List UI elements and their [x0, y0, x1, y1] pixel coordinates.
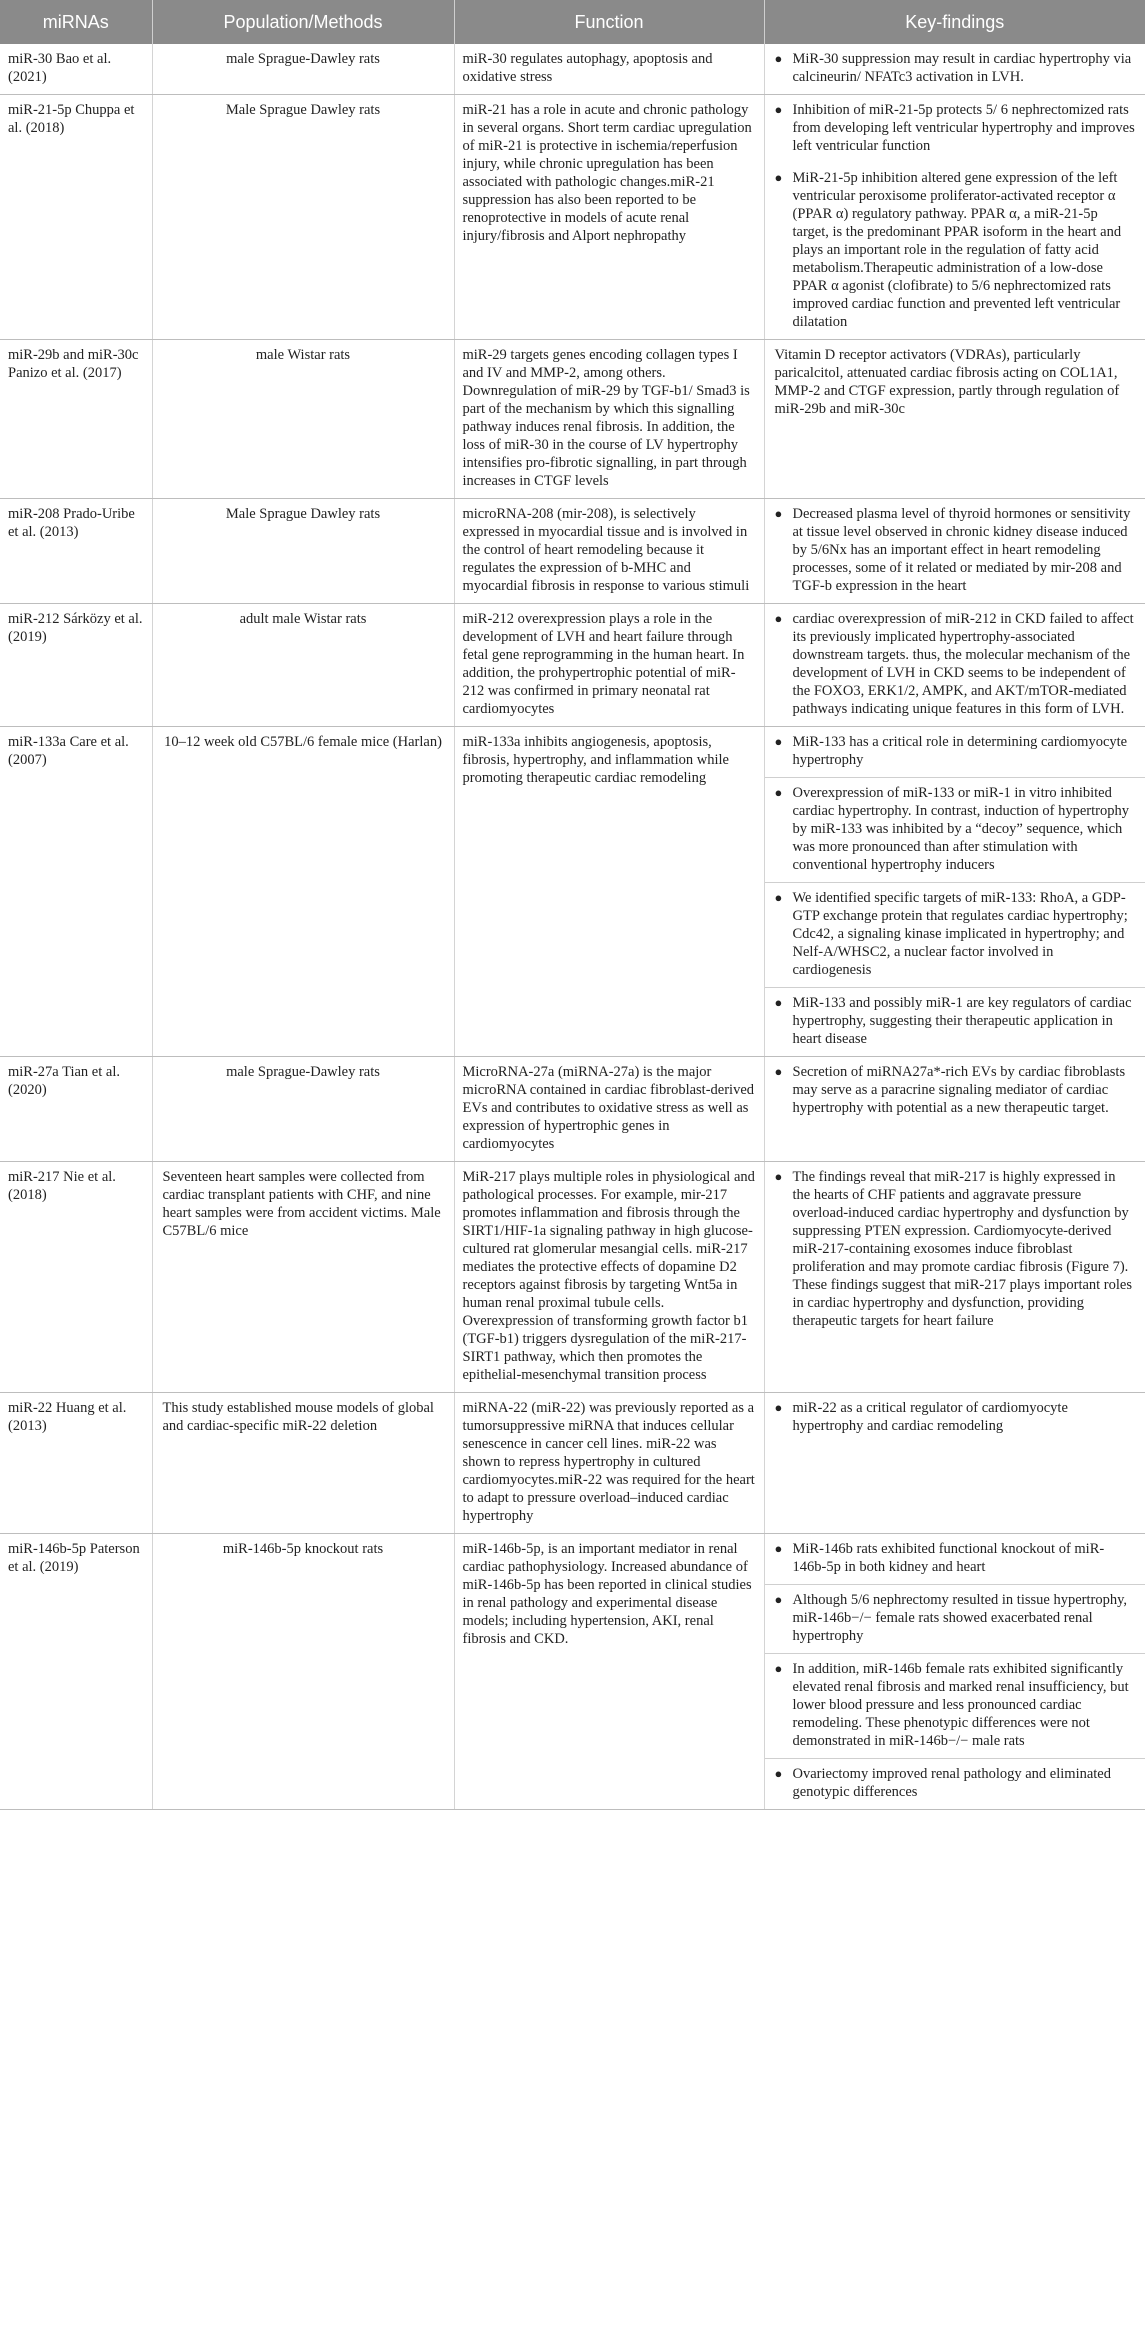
- table-row: [0, 604, 1145, 727]
- finding-item: [765, 1162, 1145, 1338]
- table-row: [0, 1393, 1145, 1534]
- table-row: [0, 499, 1145, 604]
- finding-text: Vitamin D receptor activators (VDRAs), particularly paricalcitol, attenuated cardiac fibrosis acting on COL1A1, MMP-2 and CTGF expression, partly through regulation of miR-29b and miR-30c: [774, 347, 1120, 417]
- mirna-cell: miR-208 Prado-Uribe et al. (2013): [0, 499, 152, 604]
- finding-text: Overexpression of miR-133 or miR-1 in vitro inhibited cardiac hypertrophy. In contrast, induction of hypertrophy by miR-133 was inhibited by a “decoy” sequence, which was more pronounced than after stimulation with conventional hypertrophy inducers: [792, 785, 1129, 873]
- bullet-icon: ●: [774, 170, 783, 185]
- mirna-cell: miR-217 Nie et al. (2018): [0, 1162, 152, 1393]
- finding-text: MiR-146b rats exhibited functional knockout of miR-146b-5p in both kidney and heart: [792, 1541, 1105, 1575]
- population-cell: male Sprague-Dawley rats: [152, 44, 454, 95]
- finding-item: [765, 1653, 1145, 1758]
- finding-item: [765, 1393, 1145, 1443]
- bullet-icon: ●: [774, 506, 783, 521]
- population-cell: male Sprague-Dawley rats: [152, 1057, 454, 1162]
- finding-text: Ovariectomy improved renal pathology and eliminated genotypic differences: [792, 1766, 1111, 1800]
- finding-item: [765, 1534, 1145, 1584]
- function-cell: miR-212 overexpression plays a role in the development of LVH and heart failure through fetal gene reprogramming in the human heart. In addition, the prohypertrophic potential of miR-212 was confirmed in primary neonatal rat cardiomyocytes: [454, 604, 764, 727]
- finding-item: [765, 340, 1145, 426]
- finding-item: [765, 604, 1145, 726]
- table-row: [0, 340, 1145, 499]
- finding-item: [765, 44, 1145, 94]
- function-cell: miR-133a inhibits angiogenesis, apoptosis, fibrosis, hypertrophy, and inflammation while promoting therapeutic cardiac remodeling: [454, 727, 764, 1057]
- mirna-cell: miR-29b and miR-30c Panizo et al. (2017): [0, 340, 152, 499]
- population-cell: This study established mouse models of global and cardiac-specific miR-22 deletion: [152, 1393, 454, 1534]
- finding-item: [765, 1758, 1145, 1809]
- finding-item: [765, 1584, 1145, 1653]
- key-findings-cell: [764, 1162, 1145, 1393]
- finding-text: Secretion of miRNA27a*-rich EVs by cardiac fibroblasts may serve as a paracrine signaling mediator of cardiac hypertrophy with potential as a new therapeutic target.: [792, 1064, 1126, 1116]
- function-cell: miR-146b-5p, is an important mediator in renal cardiac pathophysiology. Increased abundance of miR-146b-5p has been reported in clinical studies in renal pathology and experimental disease models; including hypertension, AKI, renal fibrosis and CKD.: [454, 1534, 764, 1810]
- function-cell: miR-29 targets genes encoding collagen types I and IV and MMP-2, among others. Downregulation of miR-29 by TGF-b1/ Smad3 is part of the mechanism by which this signalling pathway induces renal fibrosis. In addition, the loss of miR-30 in the course of LV hypertrophy intensifies pro-fibrotic signalling, in part through increases in CTGF levels: [454, 340, 764, 499]
- table-header: [0, 0, 1145, 44]
- key-findings-cell: [764, 1393, 1145, 1534]
- table-row: [0, 727, 1145, 1057]
- mirna-cell: miR-133a Care et al. (2007): [0, 727, 152, 1057]
- table-body: [0, 44, 1145, 1810]
- key-findings-cell: [764, 340, 1145, 499]
- population-cell: miR-146b-5p knockout rats: [152, 1534, 454, 1810]
- bullet-icon: ●: [774, 734, 783, 749]
- function-cell: microRNA-208 (mir-208), is selectively expressed in myocardial tissue and is involved in the control of heart remodeling because it regulates the expression of b-MHC and myocardial fibrosis in response to various stimuli: [454, 499, 764, 604]
- table-row: [0, 1534, 1145, 1810]
- population-cell: 10–12 week old C57BL/6 female mice (Harlan): [152, 727, 454, 1057]
- finding-text: miR-22 as a critical regulator of cardiomyocyte hypertrophy and cardiac remodeling: [792, 1400, 1068, 1434]
- bullet-icon: ●: [774, 1400, 783, 1415]
- population-cell: male Wistar rats: [152, 340, 454, 499]
- header-mirnas: miRNAs: [0, 0, 152, 44]
- population-cell: Seventeen heart samples were collected from cardiac transplant patients with CHF, and nine heart samples were from accident victims. Male C57BL/6 mice: [152, 1162, 454, 1393]
- population-cell: Male Sprague Dawley rats: [152, 95, 454, 340]
- header-population-methods: Population/Methods: [152, 0, 454, 44]
- mirna-cell: miR-22 Huang et al. (2013): [0, 1393, 152, 1534]
- bullet-icon: ●: [774, 51, 783, 66]
- bullet-icon: ●: [774, 785, 783, 800]
- finding-text: We identified specific targets of miR-133: RhoA, a GDP-GTP exchange protein that regulates cardiac hypertrophy; Cdc42, a signaling kinase implicated in hypertrophy; and Nelf-A/WHSC2, a nuclear factor involved in cardiogenesis: [792, 890, 1128, 978]
- population-cell: Male Sprague Dawley rats: [152, 499, 454, 604]
- function-cell: miRNA-22 (miR-22) was previously reported as a tumorsuppressive miRNA that induces cellular senescence in cancer cell lines. miR-22 was shown to repress hypertrophy in cultured cardiomyocytes.miR-22 was required for the heart to adapt to pressure overload–induced cardiac hypertrophy: [454, 1393, 764, 1534]
- finding-item: [765, 987, 1145, 1056]
- table-row: [0, 44, 1145, 95]
- function-cell: MicroRNA-27a (miRNA-27a) is the major microRNA contained in cardiac fibroblast-derived EVs and contributes to oxidative stress as well as expression of hypertrophic genes in cardiomyocytes: [454, 1057, 764, 1162]
- mirna-cell: miR-212 Sárközy et al. (2019): [0, 604, 152, 727]
- table-row: [0, 1057, 1145, 1162]
- bullet-icon: ●: [774, 1064, 783, 1079]
- finding-item: [765, 727, 1145, 777]
- finding-item: [765, 163, 1145, 339]
- bullet-icon: ●: [774, 890, 783, 905]
- key-findings-cell: [764, 499, 1145, 604]
- finding-text: Inhibition of miR-21-5p protects 5/ 6 nephrectomized rats from developing left ventricular hypertrophy and improves left ventricular function: [792, 102, 1135, 154]
- bullet-icon: ●: [774, 1661, 783, 1676]
- header-function: Function: [454, 0, 764, 44]
- bullet-icon: ●: [774, 102, 783, 117]
- finding-text: The findings reveal that miR-217 is highly expressed in the hearts of CHF patients and aggravate pressure overload-induced cardiac hypertrophy and dysfunction by suppressing PTEN expression. Cardiomyocyte-derived miR-217-containing exosomes induce fibroblast proliferation and may promote cardiac fibrosis (Figure 7). These findings suggest that miR-217 plays important roles in cardiac hypertrophy and dysfunction, providing therapeutic targets for heart failure: [792, 1169, 1132, 1329]
- table-row: [0, 1162, 1145, 1393]
- function-cell: MiR-217 plays multiple roles in physiological and pathological processes. For example, mir-217 promotes inflammation and fibrosis through the SIRT1/HIF-1a signaling pathway in high glucose-cultured rat glomerular mesangial cells. miR-217 mediates the protective effects of dopamine D2 receptors against fibrosis by targeting Wnt5a in human renal proximal tubule cells. Overexpression of transforming growth factor b1 (TGF-b1) triggers dysregulation of the miR-217-SIRT1 pathway, which then promotes the epithelial-mesenchymal transition process: [454, 1162, 764, 1393]
- mirna-cell: miR-30 Bao et al. (2021): [0, 44, 152, 95]
- finding-item: [765, 882, 1145, 987]
- finding-item: [765, 95, 1145, 163]
- finding-text: Although 5/6 nephrectomy resulted in tissue hypertrophy, miR-146b−/− female rats showed exacerbated renal hypertrophy: [792, 1592, 1128, 1644]
- bullet-icon: ●: [774, 611, 783, 626]
- key-findings-cell: [764, 95, 1145, 340]
- bullet-icon: ●: [774, 1766, 783, 1781]
- bullet-icon: ●: [774, 1169, 783, 1184]
- table-row: [0, 95, 1145, 340]
- finding-text: MiR-21-5p inhibition altered gene expression of the left ventricular peroxisome proliferator-activated receptor α (PPAR α) regulatory pathway. PPAR α, a miR-21-5p target, is the predominant PPAR isoform in the heart and plays an important role in the regulation of fatty acid metabolism.Therapeutic administration of a low-dose PPAR α agonist (clofibrate) to 5/6 nephrectomized rats improved cardiac function and prevented left ventricular dilatation: [792, 170, 1122, 330]
- mirna-cell: miR-21-5p Chuppa et al. (2018): [0, 95, 152, 340]
- finding-text: MiR-133 and possibly miR-1 are key regulators of cardiac hypertrophy, suggesting their therapeutic application in heart disease: [792, 995, 1132, 1047]
- function-cell: miR-30 regulates autophagy, apoptosis and oxidative stress: [454, 44, 764, 95]
- key-findings-cell: [764, 1534, 1145, 1810]
- population-cell: adult male Wistar rats: [152, 604, 454, 727]
- key-findings-cell: [764, 1057, 1145, 1162]
- key-findings-cell: [764, 727, 1145, 1057]
- finding-text: Decreased plasma level of thyroid hormones or sensitivity at tissue level observed in chronic kidney disease induced by 5/6Nx has an important effect in heart remodeling processes, some of it related or mediated by mir-208 and TGF-b expression in the heart: [792, 506, 1131, 594]
- bullet-icon: ●: [774, 1541, 783, 1556]
- finding-text: In addition, miR-146b female rats exhibited significantly elevated renal fibrosis and marked renal insufficiency, but lower blood pressure and less pronounced cardiac remodeling. These phenotypic differences were not demonstrated in miR-146b−/− male rats: [792, 1661, 1129, 1749]
- finding-item: [765, 499, 1145, 603]
- header-key-findings: Key-findings: [764, 0, 1145, 44]
- key-findings-cell: [764, 604, 1145, 727]
- function-cell: miR-21 has a role in acute and chronic pathology in several organs. Short term cardiac upregulation of miR-21 is protective in ischemia/reperfusion injury, while chronic upregulation has been associated with pathologic changes.miR-21 suppression has also been reported to be renoprotective in models of acute renal injury/fibrosis and Alport nephropathy: [454, 95, 764, 340]
- bullet-icon: ●: [774, 995, 783, 1010]
- key-findings-cell: [764, 44, 1145, 95]
- finding-text: cardiac overexpression of miR-212 in CKD failed to affect its previously implicated hypertrophy-associated downstream targets. thus, the molecular mechanism of the development of LVH in CKD seems to be independent of the FOXO3, ERK1/2, AMPK, and AKT/mTOR-mediated pathways indicating unique features in this form of LVH.: [792, 611, 1134, 717]
- finding-item: [765, 777, 1145, 882]
- finding-item: [765, 1057, 1145, 1125]
- mirna-cell: miR-27a Tian et al. (2020): [0, 1057, 152, 1162]
- mirna-cell: miR-146b-5p Paterson et al. (2019): [0, 1534, 152, 1810]
- bullet-icon: ●: [774, 1592, 783, 1607]
- finding-text: MiR-30 suppression may result in cardiac hypertrophy via calcineurin/ NFATc3 activation in LVH.: [792, 51, 1132, 85]
- finding-text: MiR-133 has a critical role in determining cardiomyocyte hypertrophy: [792, 734, 1128, 768]
